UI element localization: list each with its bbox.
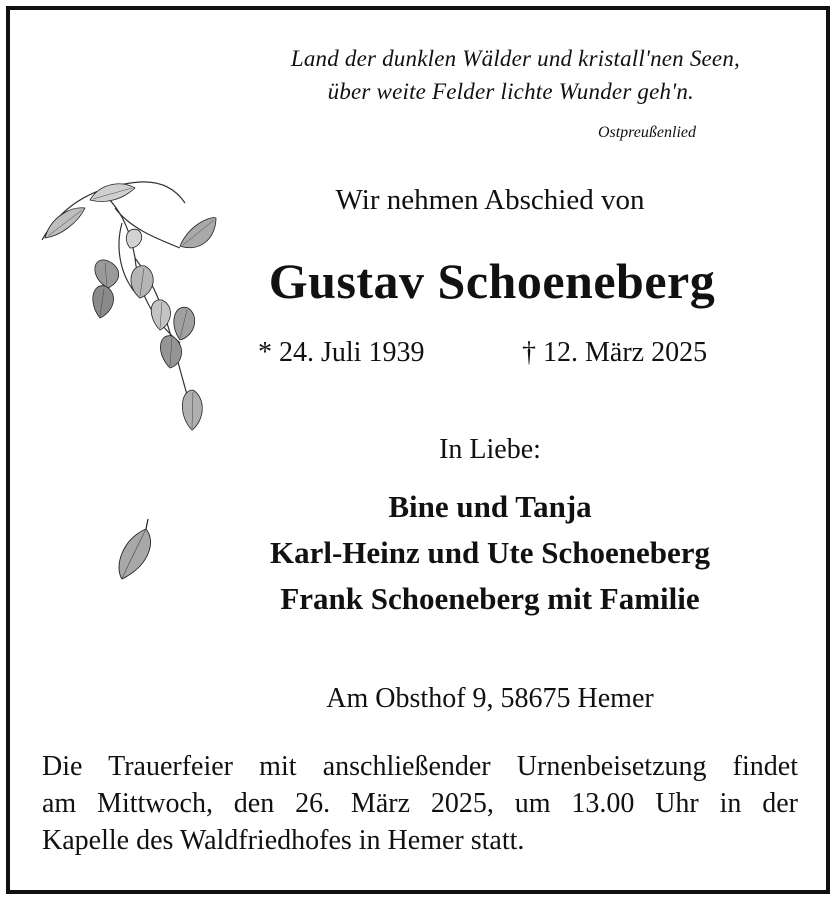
mourner: Frank Schoeneberg mit Familie bbox=[280, 581, 700, 616]
mourners-list bbox=[190, 484, 790, 622]
in-love-label: In Liebe: bbox=[439, 434, 541, 465]
service-line: am Mittwoch, den 26. März 2025, um 13.00 Uhr in der bbox=[42, 788, 798, 819]
mourner: Bine und Tanja bbox=[388, 489, 592, 524]
service-line: Die Trauerfeier mit anschließender Urnenbeisetzung findet bbox=[42, 751, 798, 782]
mourner: Karl-Heinz und Ute Schoeneberg bbox=[270, 535, 710, 570]
poem-line-2: über weite Felder lichte Wunder geh'n. bbox=[327, 79, 694, 104]
farewell-intro: Wir nehmen Abschied von bbox=[335, 184, 645, 216]
birth-date: * 24. Juli 1939 bbox=[258, 337, 425, 368]
poem-quote bbox=[180, 42, 740, 108]
deceased-name: Gustav Schoeneberg bbox=[268, 253, 716, 309]
poem-line-1: Land der dunklen Wälder und kristall'nen Seen, bbox=[290, 46, 740, 71]
poem-source: Ostpreußenlied bbox=[597, 124, 696, 141]
falling-leaf-illustration bbox=[108, 515, 158, 585]
family-address: Am Obsthof 9, 58675 Hemer bbox=[326, 683, 654, 714]
death-date: † 12. März 2025 bbox=[522, 337, 708, 368]
service-line: Kapelle des Waldfriedhofes in Hemer statt. bbox=[42, 825, 525, 856]
service-announcement bbox=[42, 748, 798, 859]
